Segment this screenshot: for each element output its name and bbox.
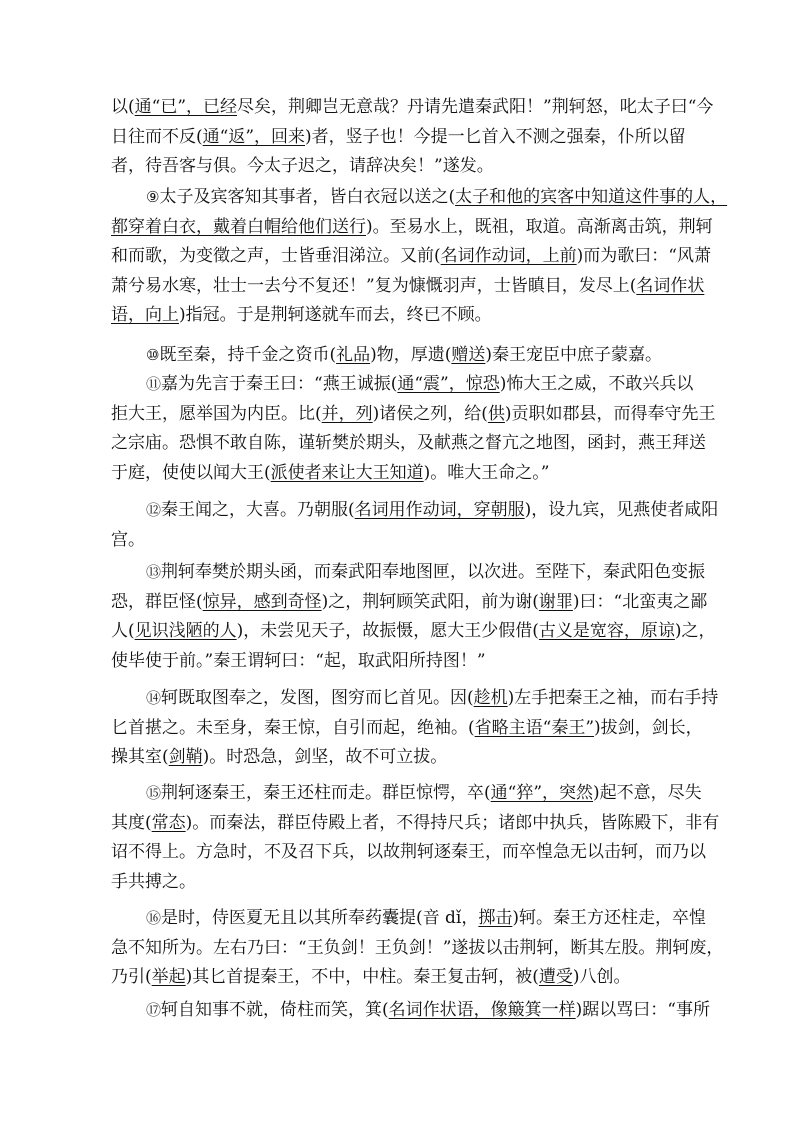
text-segment: 和而歌，为变徵之声，士皆垂泪涕泣。又前( xyxy=(111,246,441,266)
text-segment: )八创。 xyxy=(572,967,631,987)
text-segment: 以( xyxy=(111,97,135,117)
annotation-gloss: 通“震”，惊恐 xyxy=(397,374,500,394)
text-segment: 尽矣，荆卿岂无意哉？丹请先遣秦武阳！”荆轲怒，叱太子曰“今 xyxy=(237,97,714,117)
text-segment: 之宗庙。恐惧不敢自陈，谨斩樊於期头，及献燕之督亢之地图，函封，燕王拜送 xyxy=(111,433,706,453)
text-line xyxy=(111,838,706,868)
text-line xyxy=(111,213,713,243)
text-segment: )诸侯之列，给( xyxy=(372,403,488,424)
text-segment: 太子及宾客知其事者，皆白衣冠以送之( xyxy=(159,187,456,207)
text-line xyxy=(111,123,695,153)
text-segment: 荆轲奉樊於期头函，而秦武阳奉地图匣，以次进。至陛下，秦武阳色变振 xyxy=(161,562,706,582)
text-segment: 拒大王，愿举国为内臣。比( xyxy=(111,403,322,424)
paragraph-11 xyxy=(111,370,716,488)
text-line xyxy=(111,714,703,744)
text-segment: 者，待吾客与俱。今太子迟之，请辞决矣！”遂发。 xyxy=(111,156,494,176)
text-line xyxy=(111,152,695,182)
annotation-gloss: 名词作动词，上前 xyxy=(440,246,577,266)
text-line xyxy=(111,934,724,964)
text-segment: 宫。 xyxy=(111,529,145,550)
paragraph-number: ⑪ xyxy=(146,375,162,393)
annotation-gloss: 赠送 xyxy=(451,345,486,365)
paragraph-10 xyxy=(111,341,695,371)
text-line xyxy=(111,809,720,839)
text-line xyxy=(111,684,719,714)
text-line xyxy=(111,779,702,809)
paragraph-number: ⑰ xyxy=(146,1001,162,1019)
text-segment: 人( xyxy=(111,621,135,641)
text-segment: )，设九宾，见燕使者咸阳 xyxy=(524,500,719,520)
text-segment: )，未尝见天子，故振慑，愿大王少假借( xyxy=(236,621,539,641)
text-line xyxy=(111,496,719,526)
text-line xyxy=(111,93,714,123)
text-segment: 是时，侍医夏无且以其所奉药囊提(音 dǐ， xyxy=(161,908,479,928)
annotation-gloss: 供 xyxy=(487,403,505,424)
text-line xyxy=(111,429,706,459)
annotation-gloss: 并，列 xyxy=(321,403,373,424)
text-segment: 急不知所为。左右乃曰：“王负剑！王负剑！”遂拔以击荆轲，断其左股。荆轲废， xyxy=(111,937,724,958)
annotation-gloss: 通“猝”，突然 xyxy=(490,783,594,803)
text-segment: 乃引( xyxy=(111,967,152,987)
text-segment: )怖大王之威，不敢兴兵以 xyxy=(499,374,694,394)
annotation-gloss: 通“已”，已经 xyxy=(134,97,238,117)
text-segment: )物，厚遗( xyxy=(370,345,452,365)
paragraph-14 xyxy=(111,684,719,773)
text-segment: 轲自知事不就，倚柱而笑，箕( xyxy=(161,1000,389,1020)
text-segment: )其匕首提秦王，不中，中柱。秦王复击轲，被( xyxy=(185,967,539,987)
text-line xyxy=(111,904,707,934)
annotation-gloss: 名词作状语，像簸箕一样 xyxy=(388,1000,576,1020)
annotation-gloss: 派使者来让大王知道 xyxy=(270,462,424,483)
annotation-gloss: 遭受 xyxy=(538,967,573,987)
annotation-gloss: 名词用作动词，穿朝服 xyxy=(354,500,525,520)
text-segment: 诏不得上。方急时，不及召下兵，以故荆轲逐秦王，而卒惶急无以击轲，而乃以 xyxy=(111,842,706,862)
text-segment: 轲既取图奉之，发图，图穷而匕首见。因( xyxy=(161,688,474,708)
annotation-gloss: 礼品 xyxy=(336,345,371,365)
annotation-gloss: 省略主语“秦王” xyxy=(474,717,595,738)
annotation-gloss: 剑鞘 xyxy=(168,747,203,767)
text-segment: )起不意，尽失 xyxy=(593,783,702,803)
paragraph-number: ⑨ xyxy=(146,188,160,206)
annotation-gloss: 见识浅陋的人 xyxy=(134,621,237,641)
text-line xyxy=(111,370,695,400)
text-segment: )贡职如郡县，而得奉守先王 xyxy=(504,403,716,424)
text-line xyxy=(111,400,716,430)
text-line xyxy=(111,963,695,993)
text-line xyxy=(111,996,710,1026)
paragraph-number: ⑫ xyxy=(146,501,162,519)
annotation-gloss: 名词作状 xyxy=(636,275,705,296)
annotation-gloss: 常态 xyxy=(151,812,186,833)
annotation-gloss: 举起 xyxy=(151,967,186,987)
paragraph-8 xyxy=(111,93,714,182)
annotation-gloss: 谢罪 xyxy=(538,591,573,612)
annotation-gloss: 语，向上 xyxy=(111,305,179,325)
annotation-gloss: 通“返”，回来 xyxy=(202,126,306,147)
text-segment: 恐，群臣怪( xyxy=(111,591,203,612)
annotation-gloss: 惊异，感到奇怪 xyxy=(202,591,322,612)
text-line xyxy=(111,301,695,331)
text-segment: )之， xyxy=(674,621,716,641)
text-line xyxy=(111,743,695,773)
text-segment: )者，竖子也！今提一匕首入不测之强秦，仆所以留 xyxy=(305,126,686,147)
text-segment: )。而秦法，群臣侍殿上者，不得持尺兵；诸郎中执兵，皆陈殿下，非有 xyxy=(185,812,720,833)
text-segment: 秦王闻之，大喜。乃朝服( xyxy=(161,500,355,520)
text-segment: )左手把秦王之袖，而右手持 xyxy=(507,688,719,708)
text-segment: )拔剑，剑长， xyxy=(594,717,703,738)
text-segment: )而为歌曰：“风萧 xyxy=(576,246,711,266)
paragraph-15 xyxy=(111,779,720,897)
paragraph-16 xyxy=(111,904,724,993)
text-segment: 手共搏之。 xyxy=(111,871,196,892)
paragraph-number: ⑯ xyxy=(146,909,162,927)
text-line xyxy=(111,526,695,556)
text-segment: 匕首揕之。未至身，秦王惊，自引而起，绝袖。( xyxy=(111,717,475,738)
text-segment: 既至秦，持千金之资币( xyxy=(159,345,337,365)
text-line xyxy=(111,558,706,588)
annotation-gloss: 古义是宽容，原谅 xyxy=(538,621,675,641)
text-segment: )。时恐急，剑坚，故不可立拔。 xyxy=(202,747,448,767)
text-line xyxy=(111,183,728,213)
text-segment: )。唯大王命之。” xyxy=(423,462,550,483)
text-segment: )。至易水上，既祖，取道。高渐离击筑，荆轲 xyxy=(366,216,713,237)
text-segment: )曰：“北蛮夷之鄙 xyxy=(572,591,708,612)
text-line xyxy=(111,617,716,647)
paragraph-number: ⑭ xyxy=(146,689,162,707)
annotation-gloss: 趁机 xyxy=(473,688,508,708)
text-segment: )指冠。于是荆轲遂就车而去，终已不顾。 xyxy=(179,305,492,325)
annotation-gloss: 掷击 xyxy=(478,908,513,928)
text-line xyxy=(111,588,708,618)
text-segment: 其度( xyxy=(111,812,152,833)
annotation-gloss: 太子和他的宾客中知道这件事的人， xyxy=(455,187,728,207)
text-segment: 嘉为先言于秦王曰：“燕王诚振( xyxy=(161,374,398,394)
paragraph-number: ⑮ xyxy=(146,784,162,802)
text-segment: 萧兮易水寒，壮士一去兮不复还！”复为慷慨羽声，士皆瞋目，发尽上( xyxy=(111,275,637,296)
paragraph-number: ⑬ xyxy=(146,563,162,581)
paragraph-12 xyxy=(111,496,719,555)
paragraph-13 xyxy=(111,558,716,676)
text-segment: )踞以骂曰：“事所 xyxy=(575,1000,710,1020)
text-line xyxy=(111,242,711,272)
text-segment: )之，荆轲顾笑武阳，前为谢( xyxy=(321,591,539,612)
paragraph-number: ⑩ xyxy=(146,346,160,364)
text-line xyxy=(111,272,705,302)
paragraph-9 xyxy=(111,183,728,331)
text-segment: 于庭，使使以闻大王( xyxy=(111,462,271,483)
text-segment: 使毕使于前。”秦王谓轲曰：“起，取武阳所持图！” xyxy=(111,650,486,671)
text-line xyxy=(111,459,695,489)
text-segment: 荆轲逐秦王，秦王还柱而走。群臣惊愕，卒( xyxy=(161,783,491,803)
text-segment: 操其室( xyxy=(111,747,169,767)
paragraph-17 xyxy=(111,996,710,1026)
annotation-gloss: 都穿着白衣，戴着白帽给他们送行 xyxy=(111,216,366,237)
text-line xyxy=(111,647,695,677)
text-segment: 日往而不反( xyxy=(111,126,203,147)
text-line xyxy=(111,341,695,371)
text-segment: )秦王宠臣中庶子蒙嘉。 xyxy=(485,345,662,365)
text-line xyxy=(111,868,695,898)
text-segment: )轲。秦王方还柱走，卒惶 xyxy=(512,908,707,928)
